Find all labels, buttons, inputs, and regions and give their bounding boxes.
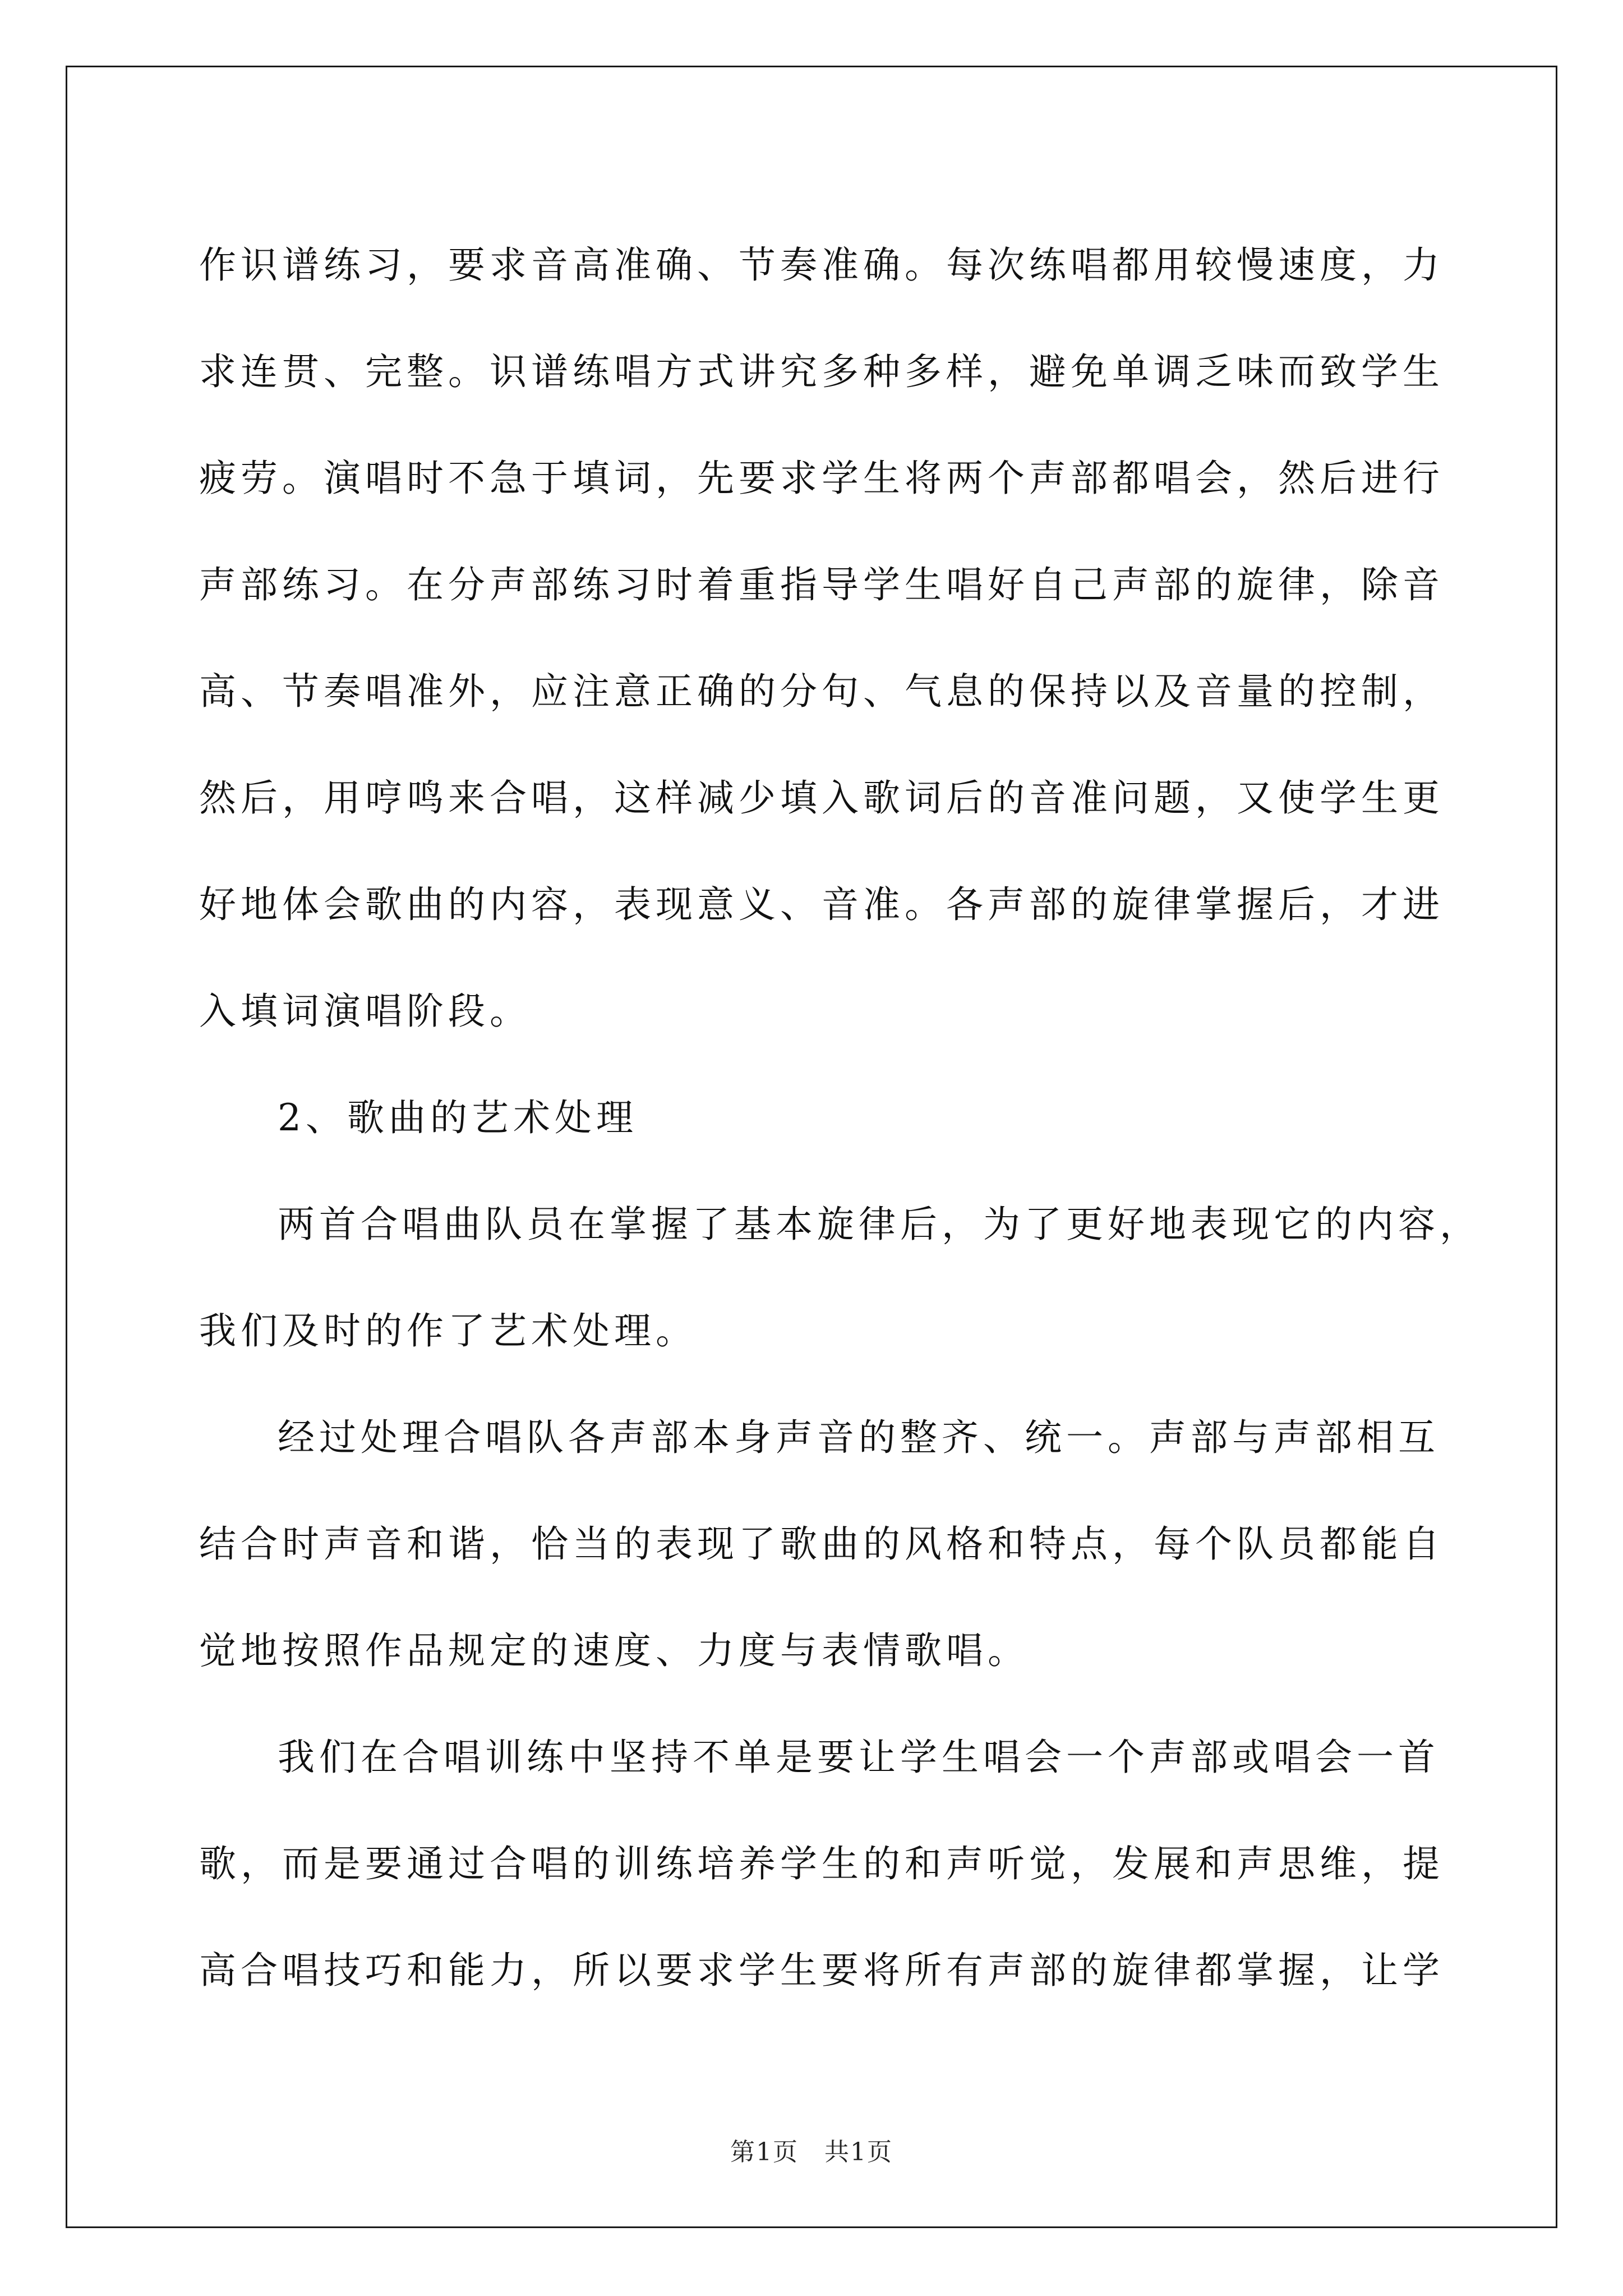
paragraph-start-line: 两首合唱曲队员在掌握了基本旋律后，为了更好地表现它的内容， (278, 1203, 1481, 1246)
paragraph-start-line: 经过处理合唱队各声部本身声音的整齐、统一。声部与声部相互 (278, 1416, 1440, 1459)
text-line: 好地体会歌曲的内容，表现意义、音准。各声部的旋律掌握后，才进 (199, 883, 1444, 926)
document-body (199, 212, 1483, 2024)
text-line: 疲劳。演唱时不急于填词，先要求学生将两个声部都唱会，然后进行 (199, 457, 1444, 500)
paragraph-start-line: 我们在合唱训练中坚持不单是要让学生唱会一个声部或唱会一首 (278, 1736, 1440, 1779)
page-number-footer: 第1页 共1页 (730, 2138, 893, 2166)
text-line: 声部练习。在分声部练习时着重指导学生唱好自己声部的旋律，除音 (199, 563, 1444, 606)
section-heading: 2、歌曲的艺术处理 (278, 1096, 638, 1139)
text-line: 入填词演唱阶段。 (199, 990, 531, 1033)
text-line: 歌，而是要通过合唱的训练培养学生的和声听觉，发展和声思维，提 (199, 1842, 1444, 1885)
text-line: 结合时声音和谐，恰当的表现了歌曲的风格和特点，每个队员都能自 (199, 1522, 1444, 1566)
text-line: 觉地按照作品规定的速度、力度与表情歌唱。 (199, 1629, 1029, 1672)
text-line: 我们及时的作了艺术处理。 (199, 1309, 697, 1352)
text-line: 然后，用哼鸣来合唱，这样减少填入歌词后的音准问题，又使学生更 (199, 776, 1444, 820)
text-line: 高合唱技巧和能力，所以要求学生要将所有声部的旋律都掌握，让学 (199, 1949, 1444, 1992)
text-line: 求连贯、完整。识谱练唱方式讲究多种多样，避免单调乏味而致学生 (199, 350, 1444, 393)
text-line: 作识谱练习，要求音高准确、节奏准确。每次练唱都用较慢速度，力 (199, 243, 1444, 287)
text-line: 高、节奏唱准外，应注意正确的分句、气息的保持以及音量的控制， (199, 670, 1444, 713)
